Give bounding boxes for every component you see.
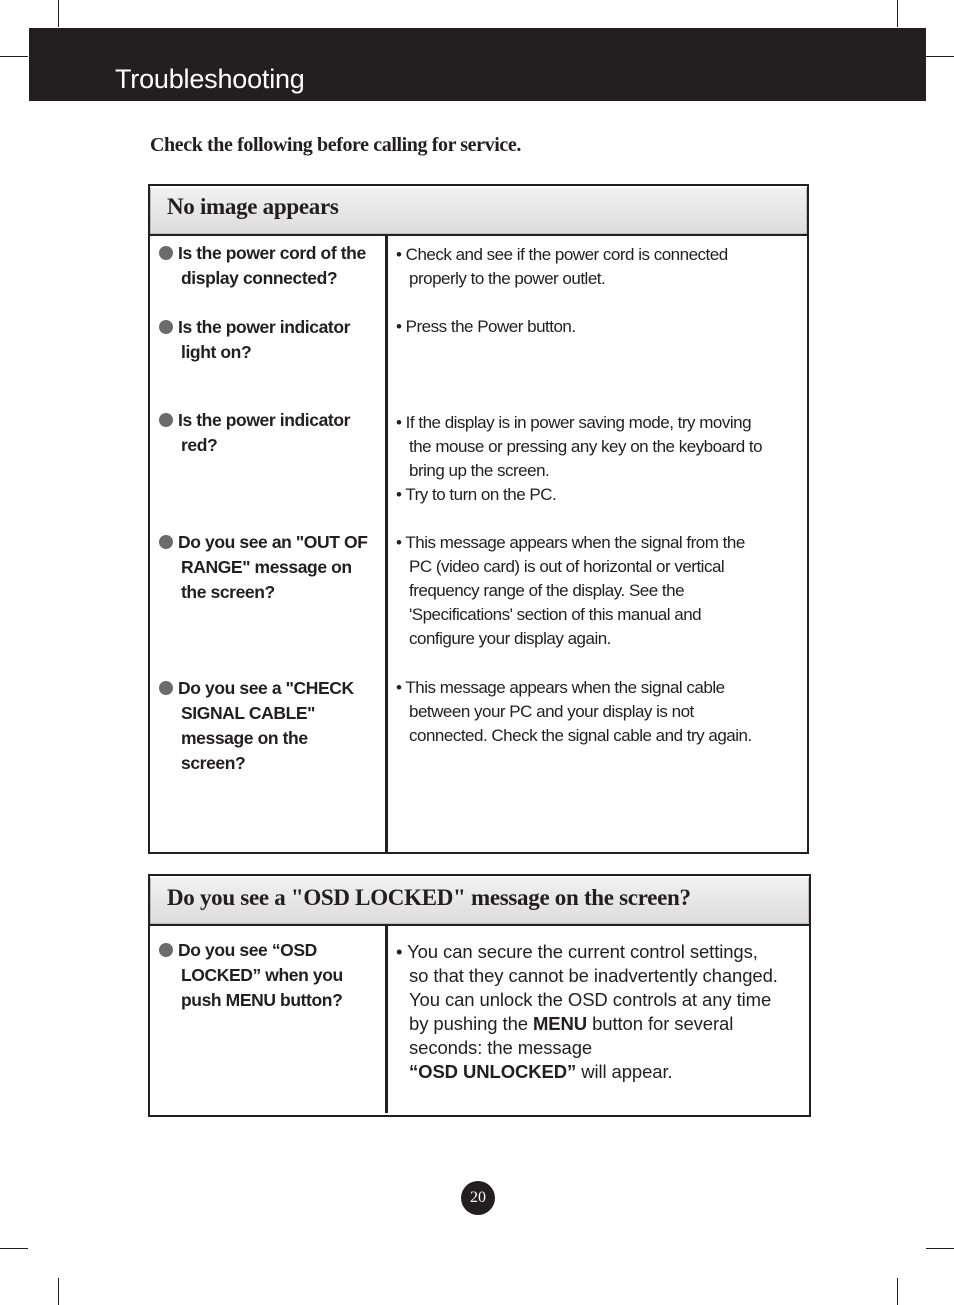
section-osd-locked bbox=[148, 874, 811, 1117]
question-osd-locked bbox=[159, 938, 391, 1013]
answer-power-indicator-on bbox=[396, 315, 796, 339]
answer-check-signal-cable bbox=[396, 676, 796, 748]
question-line: Do you see a "CHECK bbox=[178, 678, 354, 698]
answer-line: 'Specifications' section of this manual and bbox=[409, 605, 702, 624]
bullet-icon bbox=[159, 943, 173, 957]
answer-line: seconds: the message bbox=[409, 1037, 593, 1058]
question-line: Is the power indicator bbox=[178, 410, 351, 430]
question-line: RANGE" message on bbox=[181, 557, 352, 577]
page-number: 20 bbox=[461, 1181, 495, 1215]
answer-line bbox=[396, 1060, 806, 1084]
section-title: No image appears bbox=[167, 194, 339, 219]
crop-mark bbox=[58, 0, 59, 27]
answer-line: properly to the power outlet. bbox=[409, 269, 606, 288]
question-line: Do you see “OSD bbox=[178, 940, 317, 960]
crop-mark bbox=[926, 1248, 954, 1249]
bullet-icon bbox=[159, 320, 173, 334]
question-line: message on the bbox=[181, 728, 308, 748]
question-line: push MENU button? bbox=[181, 990, 343, 1010]
answer-osd-locked bbox=[396, 940, 806, 1084]
crop-mark bbox=[897, 1278, 898, 1305]
answer-line: frequency range of the display. See the bbox=[409, 581, 685, 600]
question-line: Is the power cord of the bbox=[178, 243, 366, 263]
menu-keyword: MENU bbox=[532, 1013, 588, 1034]
section-header bbox=[150, 186, 807, 236]
answer-line: • This message appears when the signal cable bbox=[396, 678, 725, 697]
crop-mark bbox=[0, 56, 28, 57]
bullet-icon bbox=[159, 413, 173, 427]
question-line: light on? bbox=[181, 342, 252, 362]
answer-line: • This message appears when the signal from the bbox=[396, 533, 745, 552]
answer-out-of-range bbox=[396, 531, 796, 651]
answer-line: • Check and see if the power cord is connected bbox=[396, 245, 728, 264]
answer-line: • If the display is in power saving mode, try moving bbox=[396, 413, 752, 432]
answer-text: button for several bbox=[587, 1013, 734, 1034]
crop-mark bbox=[926, 56, 954, 57]
answer-power-cord bbox=[396, 243, 796, 291]
crop-mark bbox=[58, 1278, 59, 1305]
bullet-icon bbox=[159, 535, 173, 549]
section-title: Do you see a "OSD LOCKED" message on the screen? bbox=[167, 885, 691, 910]
answer-line: PC (video card) is out of horizontal or vertical bbox=[409, 557, 725, 576]
question-power-cord bbox=[159, 241, 391, 291]
answer-line: connected. Check the signal cable and try again. bbox=[409, 726, 752, 745]
question-line: red? bbox=[181, 435, 218, 455]
answer-line: • Press the Power button. bbox=[396, 317, 576, 336]
page-title: Troubleshooting bbox=[115, 64, 305, 94]
answer-text: by pushing the bbox=[409, 1013, 533, 1034]
answer-line: between your PC and your display is not bbox=[409, 702, 694, 721]
bullet-icon bbox=[159, 681, 173, 695]
answer-line: so that they cannot be inadvertently changed. bbox=[409, 965, 778, 986]
answer-line bbox=[396, 1012, 806, 1036]
answer-line: the mouse or pressing any key on the keyboard to bbox=[409, 437, 763, 456]
answer-line: • You can secure the current control settings, bbox=[396, 941, 758, 962]
question-power-indicator-red bbox=[159, 408, 391, 458]
answer-line: configure your display again. bbox=[409, 629, 611, 648]
crop-mark bbox=[0, 1248, 28, 1249]
section-no-image bbox=[148, 184, 809, 854]
answer-power-indicator-red bbox=[396, 411, 796, 507]
question-line: Do you see an "OUT OF bbox=[178, 532, 368, 552]
question-out-of-range bbox=[159, 530, 391, 605]
answer-line: bring up the screen. bbox=[409, 461, 550, 480]
crop-mark bbox=[897, 0, 898, 27]
question-line: LOCKED” when you bbox=[181, 965, 343, 985]
answer-line: • Try to turn on the PC. bbox=[396, 485, 557, 504]
answer-line: You can unlock the OSD controls at any time bbox=[409, 989, 772, 1010]
header-bar bbox=[29, 28, 926, 101]
answer-text: will appear. bbox=[576, 1061, 673, 1082]
question-line: Is the power indicator bbox=[178, 317, 351, 337]
bullet-icon bbox=[159, 246, 173, 260]
question-power-indicator-on bbox=[159, 315, 391, 365]
question-line: screen? bbox=[181, 753, 246, 773]
question-check-signal-cable bbox=[159, 676, 391, 776]
section-header bbox=[150, 876, 809, 926]
question-line: the screen? bbox=[181, 582, 275, 602]
question-line: display connected? bbox=[181, 268, 338, 288]
question-line: SIGNAL CABLE" bbox=[181, 703, 316, 723]
intro-text: Check the following before calling for service. bbox=[150, 134, 521, 156]
osd-unlocked-keyword: “OSD UNLOCKED” bbox=[409, 1061, 577, 1082]
